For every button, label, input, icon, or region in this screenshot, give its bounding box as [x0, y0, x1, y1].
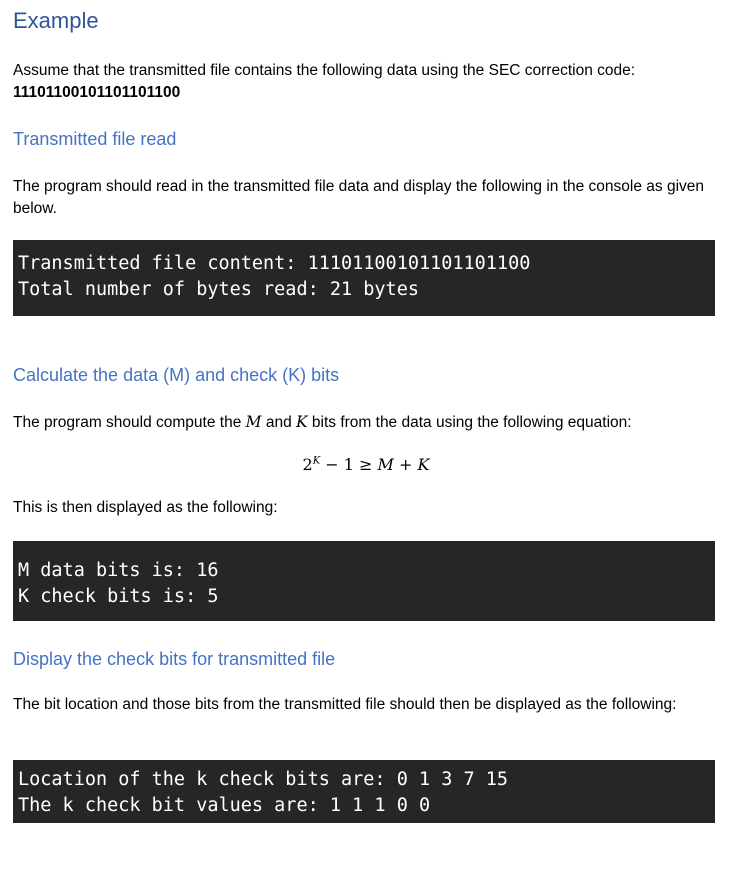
console-line: Total number of bytes read: 21 bytes [18, 279, 419, 300]
console-line: Location of the k check bits are: 0 1 3 7 15 [18, 769, 509, 790]
math-m: M [245, 413, 262, 431]
console-check [13, 760, 715, 823]
calc-text-part: bits from the data using the following equation: [307, 414, 632, 431]
section-calc-after: This is then displayed as the following: [13, 499, 278, 516]
console-bits [13, 541, 715, 621]
eq-rest: − 1 ≥ [320, 455, 378, 474]
console-transmitted [13, 240, 715, 316]
equation [0, 455, 732, 474]
section-transmitted-title: Transmitted file read [13, 129, 177, 149]
section-check-title: Display the check bits for transmitted file [13, 649, 336, 669]
eq-exp: K [312, 455, 321, 467]
eq-m: M [377, 455, 394, 474]
calc-text-part: The program should compute the [13, 414, 246, 431]
eq-k: K [417, 455, 430, 474]
section-calc-text [13, 411, 718, 434]
eq-base: 2 [302, 455, 313, 474]
calc-text-part: and [261, 414, 296, 431]
intro-text: Assume that the transmitted file contains the following data using the SEC correction code: [13, 62, 636, 79]
section-transmitted-text: The program should read in the transmitted file data and display the following in the console as given below. [13, 178, 705, 217]
section-calc-title: Calculate the data (M) and check (K) bits [13, 365, 340, 385]
intro-paragraph [13, 60, 718, 104]
console-line: The k check bit values are: 1 1 1 0 0 [18, 795, 431, 816]
console-line: Transmitted file content: 11101100101101101100 [18, 253, 531, 274]
console-line: M data bits is: 16 [18, 560, 219, 581]
section-check-text: The bit location and those bits from the transmitted file should then be displayed as the following: [13, 696, 677, 713]
console-line: K check bits is: 5 [18, 586, 219, 607]
intro-data: 11101100101101101100 [13, 84, 181, 101]
eq-plus: + [393, 455, 418, 474]
page-heading: Example [13, 8, 99, 33]
math-k: K [296, 413, 308, 431]
